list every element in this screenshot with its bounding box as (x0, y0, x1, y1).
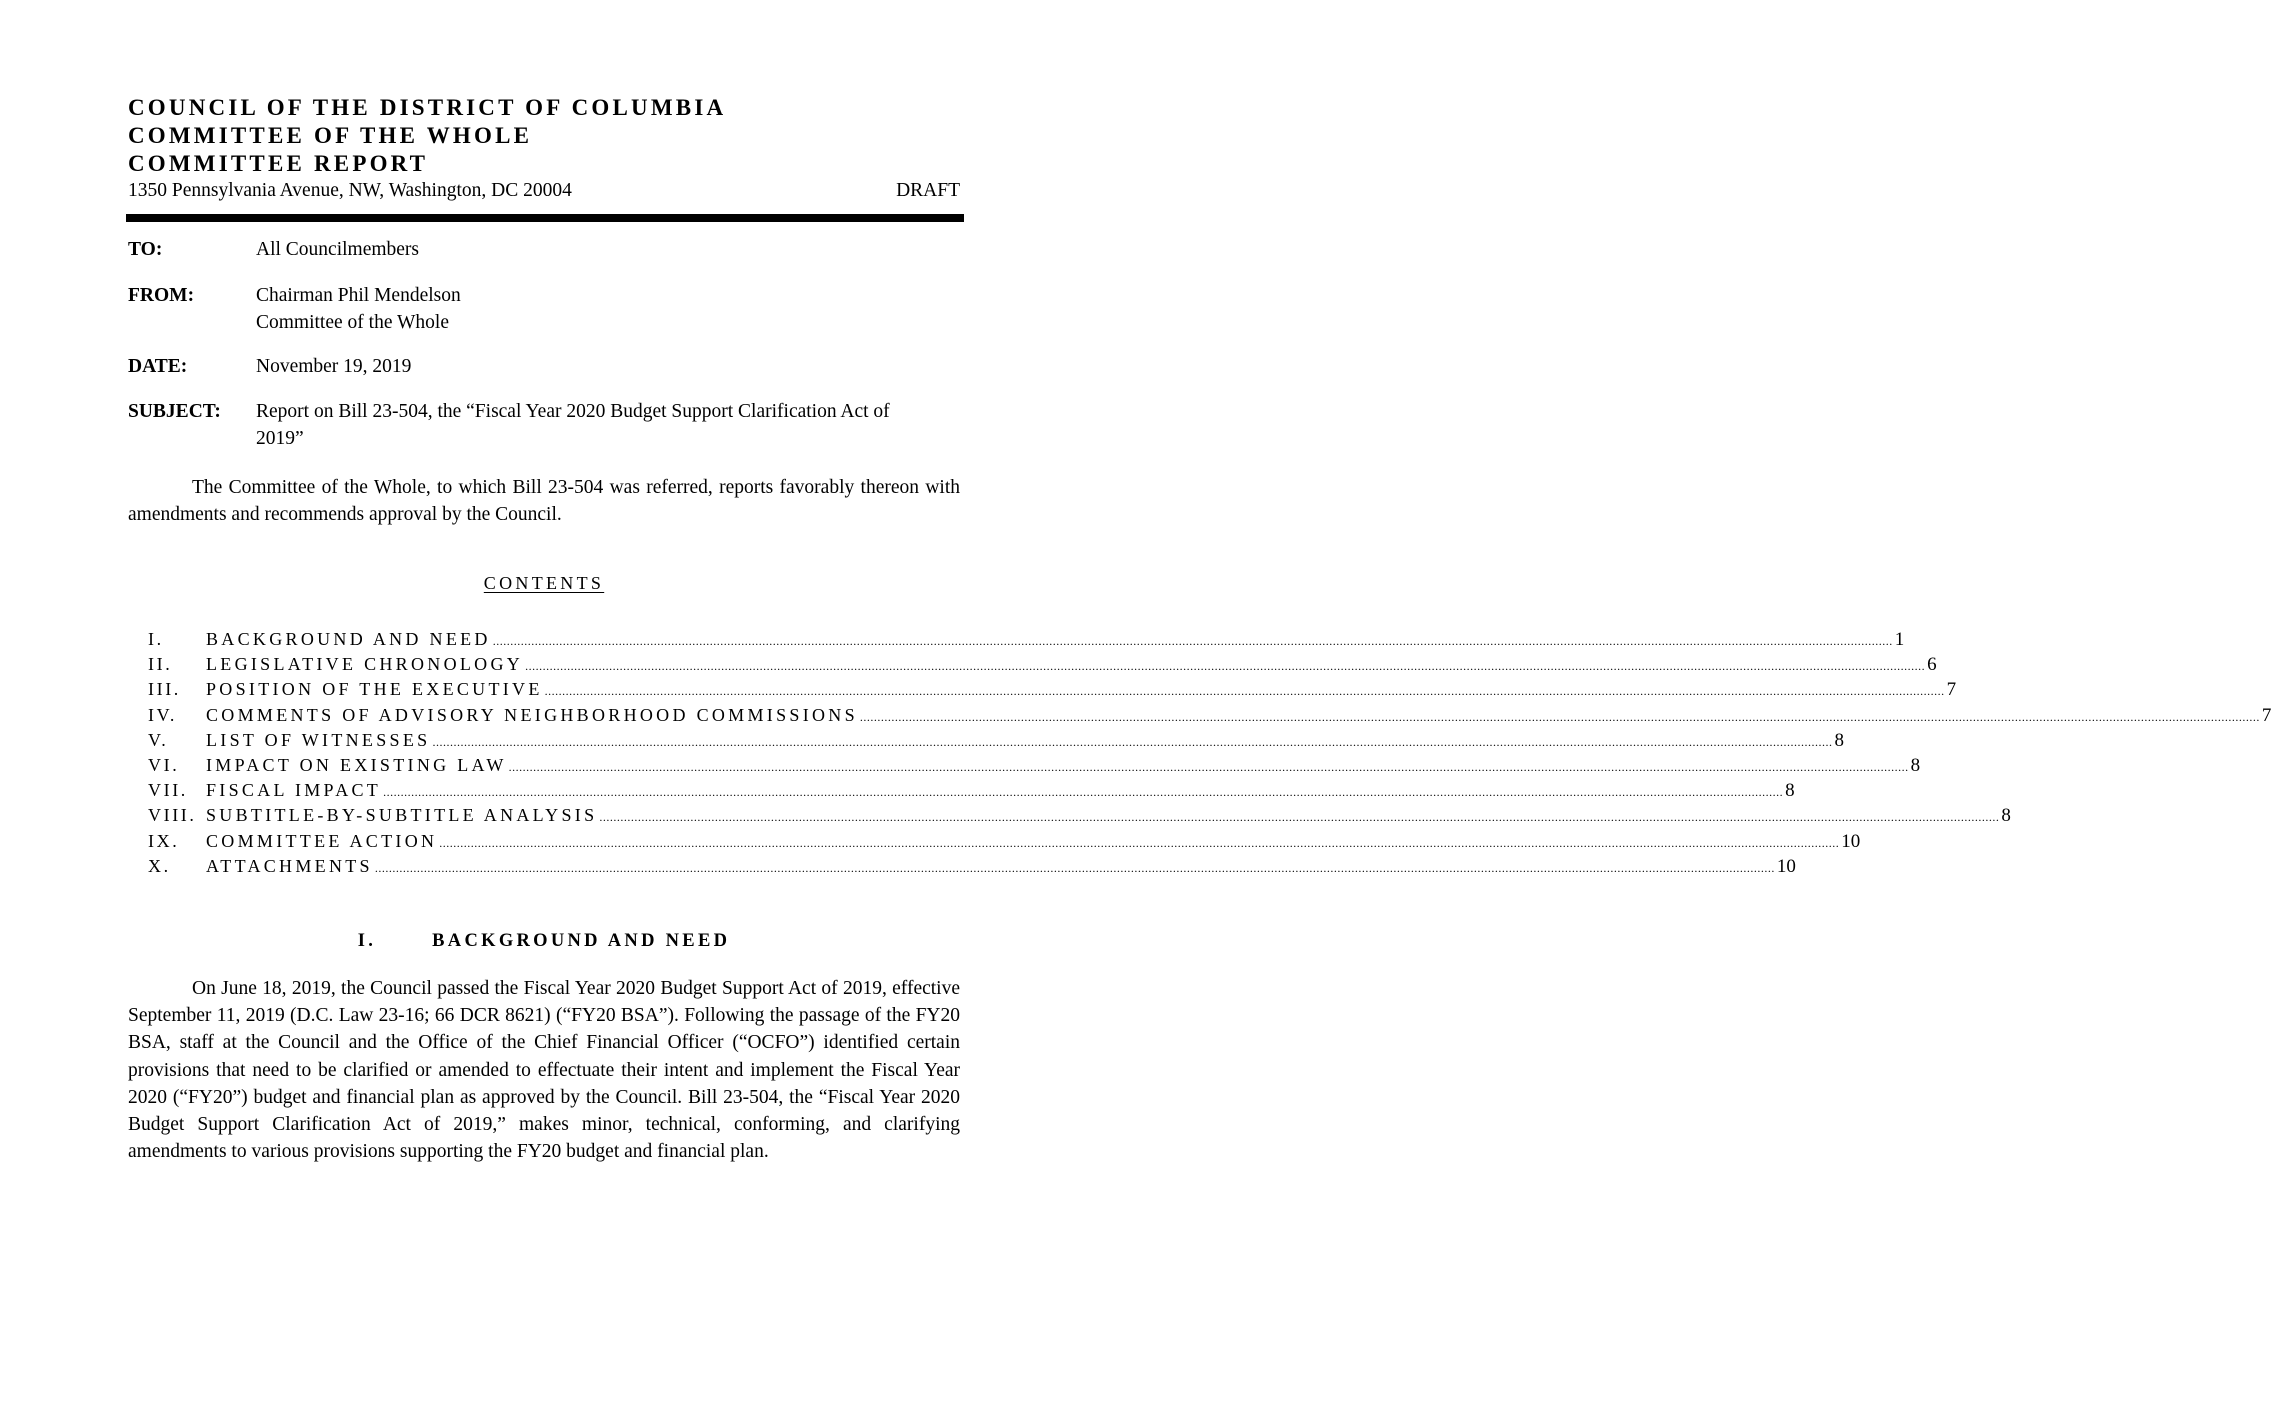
from-label: FROM: (128, 285, 195, 306)
subject-value-line2: 2019” (256, 428, 304, 449)
committee-heading: COMMITTEE OF THE WHOLE (128, 123, 533, 148)
toc-leader: ................................................................................................................................................................................................................................................................................................................................................................................................................ (508, 759, 1909, 774)
toc-leader: ................................................................................................................................................................................................................................................................................................................................................................................................................ (374, 860, 1775, 875)
toc-item[interactable]: IV. COMMENTS OF ADVISORY NEIGHBORHOOD COMMISSIONS ................................................................................................................................................................................................................................................................................................................................................................................................................ 7 (148, 704, 2271, 726)
draft-label: DRAFT (896, 180, 960, 201)
toc-item[interactable]: VI. IMPACT ON EXISTING LAW ................................................................................................................................................................................................................................................................................................................................................................................................................ 8 (148, 754, 1921, 776)
toc-item[interactable]: VIII. SUBTITLE-BY-SUBTITLE ANALYSIS ................................................................................................................................................................................................................................................................................................................................................................................................................ 8 (148, 805, 2011, 827)
intro-paragraph: The Committee of the Whole, to which Bill 23-504 was referred, reports favorably thereon with amendments and recommends approval by the Council. (128, 477, 960, 526)
toc-leader: ................................................................................................................................................................................................................................................................................................................................................................................................................ (544, 684, 1945, 699)
contents-title: CONTENTS (483, 573, 605, 593)
toc-item[interactable]: VII. FISCAL IMPACT ................................................................................................................................................................................................................................................................................................................................................................................................................ 8 (148, 780, 1795, 802)
toc-item[interactable]: V. LIST OF WITNESSES ................................................................................................................................................................................................................................................................................................................................................................................................................ 8 (148, 729, 1844, 751)
toc-leader: ................................................................................................................................................................................................................................................................................................................................................................................................................ (492, 634, 1893, 648)
from-value-committee: Committee of the Whole (256, 312, 449, 333)
council-address: 1350 Pennsylvania Avenue, NW, Washington, DC 20004 (128, 180, 572, 201)
toc-item[interactable]: III. POSITION OF THE EXECUTIVE ................................................................................................................................................................................................................................................................................................................................................................................................................ 7 (148, 679, 1957, 701)
toc-leader: ................................................................................................................................................................................................................................................................................................................................................................................................................ (439, 835, 1840, 850)
toc-leader: ................................................................................................................................................................................................................................................................................................................................................................................................................ (599, 810, 2000, 825)
to-value: All Councilmembers (256, 239, 420, 260)
subject-value-line1: Report on Bill 23-504, the “Fiscal Year 2020 Budget Support Clarification Act of (256, 401, 890, 422)
date-value: November 19, 2019 (256, 356, 412, 377)
toc-item[interactable]: IX. COMMITTEE ACTION ................................................................................................................................................................................................................................................................................................................................................................................................................ 10 (148, 830, 1861, 852)
toc-leader: ................................................................................................................................................................................................................................................................................................................................................................................................................ (432, 734, 1833, 749)
background-paragraph: On June 18, 2019, the Council passed the Fiscal Year 2020 Budget Support Act of 2019, effective September 11, 2019 (D.C. Law 23-16; 66 DCR 8621) (“FY20 BSA”). Following the passage of the FY20 BSA, staff at the Council and the Office of the Chief Financial Officer (“OCFO”) identified certain provisions that need to be clarified or amended to effectuate their intent and implement the Fiscal Year 2020 (“FY20”) budget and financial plan as approved by the Council. Bill 23-504, the “Fiscal Year 2020 Budget Support Clarification Act of 2019,” makes minor, technical, conforming, and clarifying amendments to various provisions supporting the FY20 budget and financial plan. (128, 978, 960, 1163)
toc-leader: ................................................................................................................................................................................................................................................................................................................................................................................................................ (383, 785, 1784, 800)
section-heading: I. BACKGROUND AND NEED (357, 931, 731, 951)
toc-leader: ................................................................................................................................................................................................................................................................................................................................................................................................................ (859, 709, 2260, 724)
toc-item[interactable]: II. LEGISLATIVE CHRONOLOGY ................................................................................................................................................................................................................................................................................................................................................................................................................ 6 (148, 654, 1937, 676)
toc-leader: ................................................................................................................................................................................................................................................................................................................................................................................................................ (525, 659, 1926, 674)
header-rule (126, 214, 964, 222)
report-heading: COMMITTEE REPORT (128, 151, 429, 176)
to-label: TO: (128, 239, 163, 260)
toc-item[interactable]: I. BACKGROUND AND NEED ................................................................................................................................................................................................................................................................................................................................................................................................................ 1 (148, 629, 1905, 650)
date-label: DATE: (128, 356, 188, 377)
table-of-contents (148, 629, 2271, 881)
toc-item[interactable]: X. ATTACHMENTS ................................................................................................................................................................................................................................................................................................................................................................................................................ 10 (148, 855, 1796, 877)
subject-label: SUBJECT: (128, 401, 221, 422)
council-heading: COUNCIL OF THE DISTRICT OF COLUMBIA (128, 95, 727, 120)
from-value-name: Chairman Phil Mendelson (256, 285, 461, 306)
